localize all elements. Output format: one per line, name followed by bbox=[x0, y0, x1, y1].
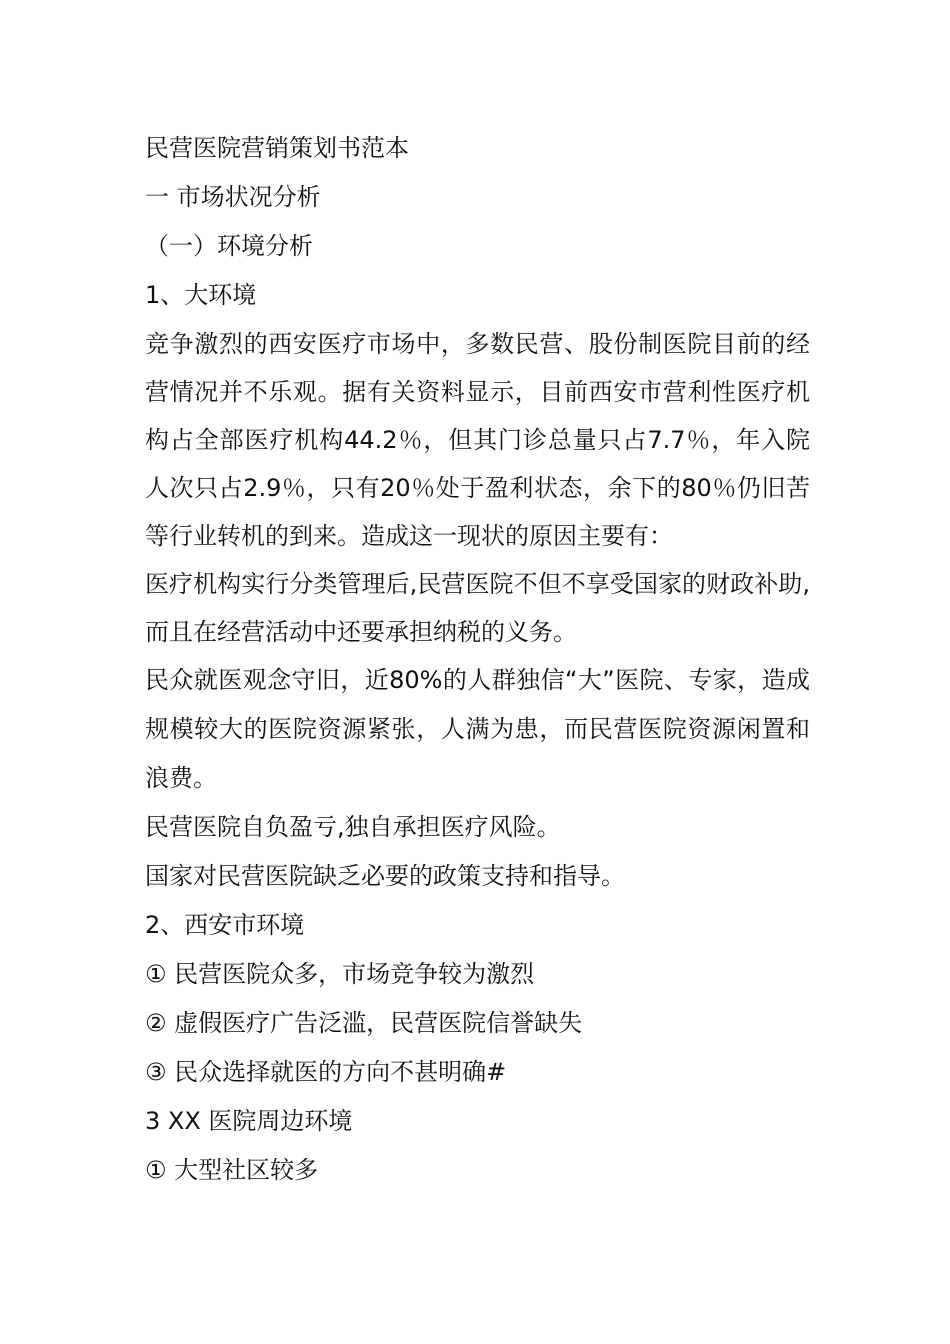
list-item: ② 虚假医疗广告泛滥，民营医院信誉缺失 bbox=[145, 1009, 583, 1037]
document-body bbox=[145, 124, 810, 1195]
paragraph-public-medical-concept: 民众就医观念守旧，近80%的人群独信“大”医院、专家，造成规模较大的医院资源紧张，人满为患，而民营医院资源闲置和浪费。 bbox=[145, 666, 810, 792]
section-heading-market-analysis: 一 市场状况分析 bbox=[145, 183, 321, 211]
paragraph-market-overview: 竞争激烈的西安医疗市场中，多数民营、股份制医院目前的经营情况并不乐观。据有关资料显示，目前西安市营利性医疗机构占全部医疗机构44.2％，但其门诊总量只占7.7％，年入院人次只占2.9％，只有20％处于盈利状态，余下的80％仍旧苦等行业转机的到来。造成这一现状的原因主要有： bbox=[145, 330, 810, 550]
paragraph-self-financing: 民营医院自负盈亏,独自承担医疗风险。 bbox=[145, 813, 561, 841]
list-item: ③ 民众选择就医的方向不甚明确# bbox=[145, 1058, 507, 1086]
paragraph-policy-support: 国家对民营医院缺乏必要的政策支持和指导。 bbox=[145, 862, 625, 890]
list-item: ① 民营医院众多，市场竞争较为激烈 bbox=[145, 960, 535, 988]
heading-macro-environment: 1、大环境 bbox=[145, 281, 257, 309]
heading-hospital-surroundings: 3 XX 医院周边环境 bbox=[145, 1107, 353, 1135]
heading-xian-environment: 2、西安市环境 bbox=[145, 911, 305, 939]
document-title: 民营医院营销策划书范本 bbox=[145, 134, 409, 162]
list-item: ① 大型社区较多 bbox=[145, 1156, 319, 1184]
subsection-heading-environment: （一）环境分析 bbox=[145, 232, 313, 260]
paragraph-classification-management: 医疗机构实行分类管理后,民营医院不但不享受国家的财政补助,而且在经营活动中还要承担纳税的义务。 bbox=[145, 570, 810, 646]
